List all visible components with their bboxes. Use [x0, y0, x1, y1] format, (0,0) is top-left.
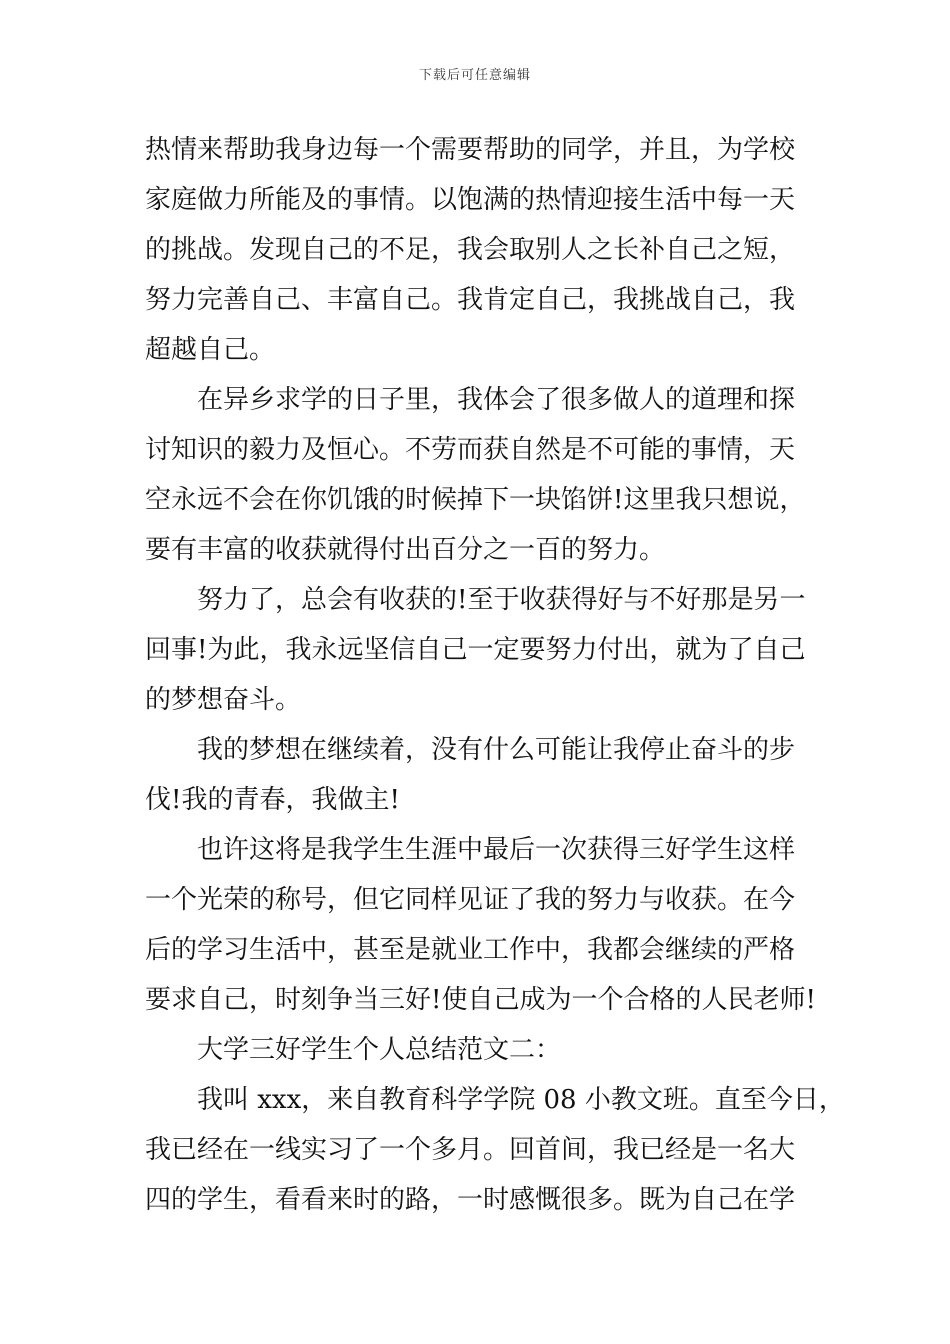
document-body: [145, 125, 845, 1225]
text-line: 讨知识的毅力及恒心。不劳而获自然是不可能的事情，天: [145, 435, 796, 465]
paragraph-start-line: 在异乡求学的日子里，我体会了很多做人的道理和探: [197, 385, 796, 415]
text-line: 要求自己，时刻争当三好!使自己成为一个合格的人民老师!: [145, 985, 816, 1015]
text-line: 四的学生，看看来时的路，一时感慨很多。既为自己在学: [145, 1185, 796, 1215]
text-line: 回事!为此，我永远坚信自己一定要努力付出，就为了自己: [145, 635, 806, 665]
paragraph-start-line: 我的梦想在继续着，没有什么可能让我停止奋斗的步: [197, 735, 796, 765]
section-heading: 大学三好学生个人总结范文二：: [197, 1035, 562, 1065]
text-line: 超越自己。: [145, 335, 276, 365]
page-header: 下载后可任意编辑: [418, 68, 531, 83]
text-line: 后的学习生活中，甚至是就业工作中，我都会继续的严格: [145, 935, 796, 965]
text-line: 空永远不会在你饥饿的时候掉下一块馅饼!这里我只想说，: [145, 485, 806, 515]
text-line: 我已经在一线实习了一个多月。回首间，我已经是一名大: [145, 1135, 796, 1165]
text-line: 努力完善自己、丰富自己。我肯定自己，我挑战自己，我: [145, 285, 796, 315]
paragraph-start-line: 也许这将是我学生生涯中最后一次获得三好学生这样: [197, 835, 796, 865]
text-line: 的梦想奋斗。: [145, 685, 302, 715]
text-line: 热情来帮助我身边每一个需要帮助的同学，并且，为学校: [145, 135, 796, 165]
text-line: 的挑战。发现自己的不足，我会取别人之长补自己之短，: [145, 235, 796, 265]
text-line: 一个光荣的称号，但它同样见证了我的努力与收获。在今: [145, 885, 796, 915]
text-line: 伐!我的青春，我做主!: [145, 785, 400, 815]
text-line: 家庭做力所能及的事情。以饱满的热情迎接生活中每一天: [145, 185, 796, 215]
paragraph-start-line: 努力了，总会有收获的!至于收获得好与不好那是另一: [197, 585, 806, 615]
paragraph-start-line: 我叫 xxx，来自教育科学学院 08 小教文班。直至今日，: [197, 1085, 845, 1115]
text-line: 要有丰富的收获就得付出百分之一百的努力。: [145, 535, 666, 565]
